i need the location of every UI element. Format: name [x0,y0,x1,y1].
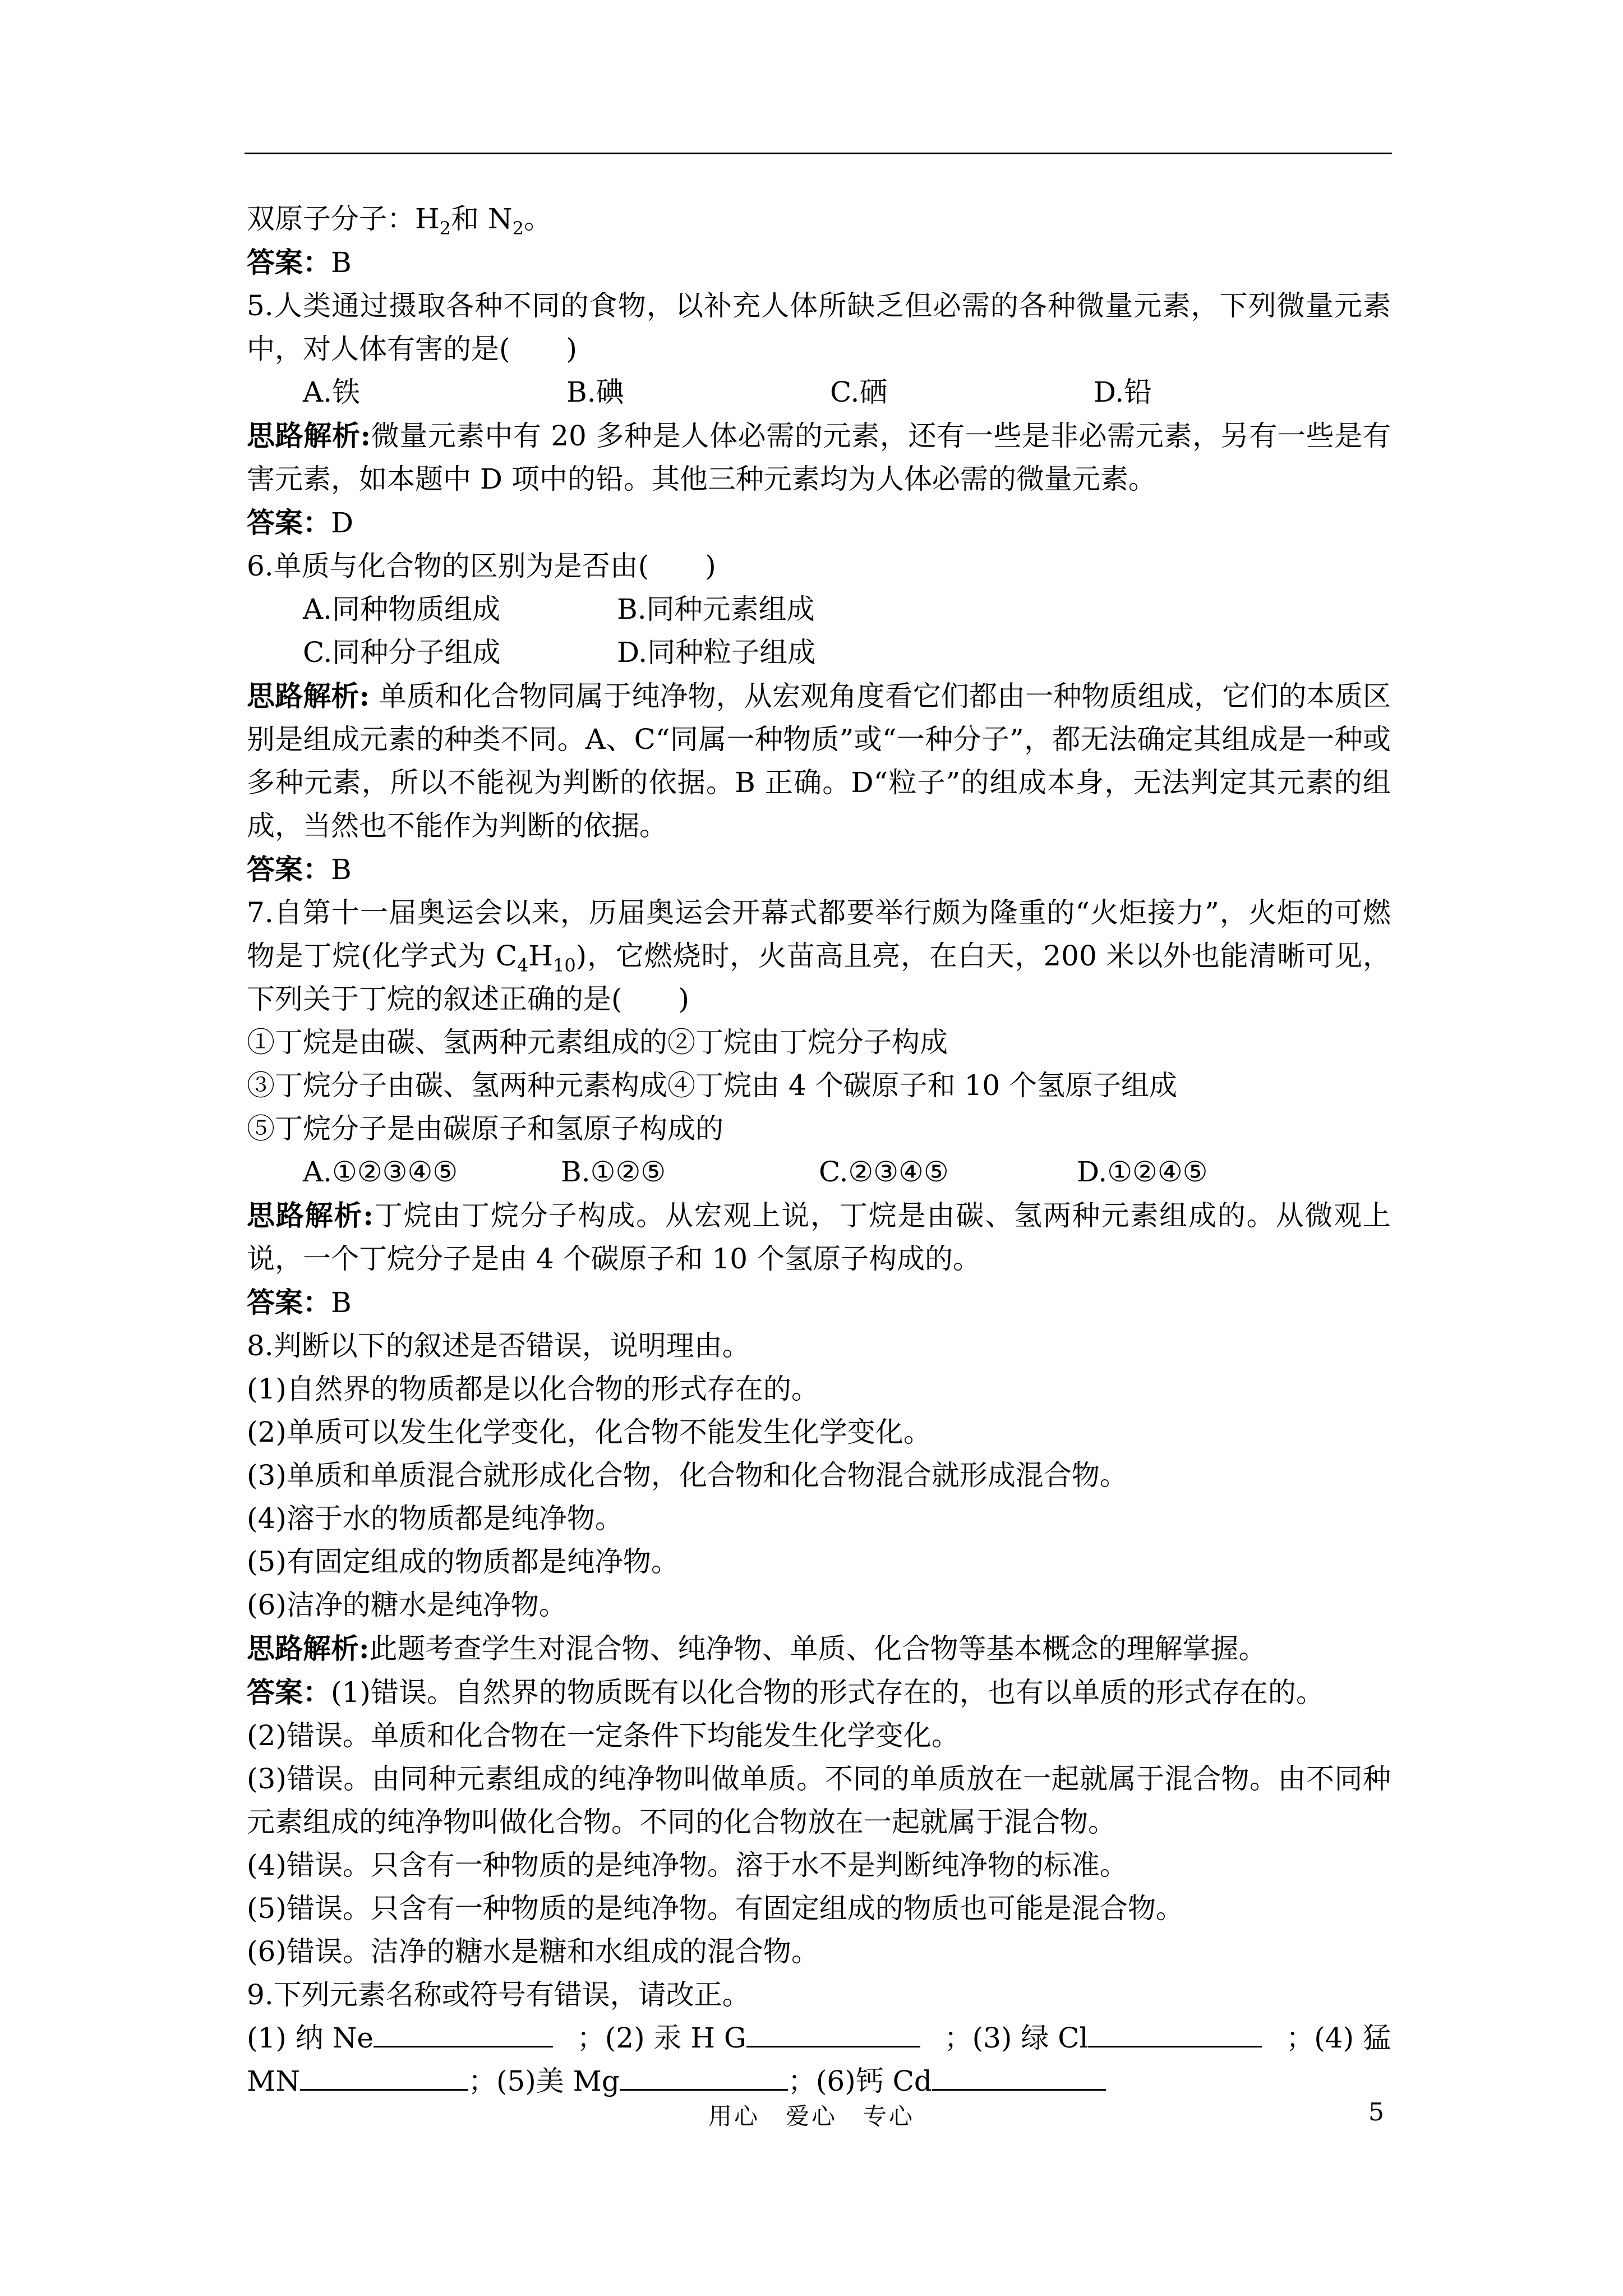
q8-item-3: (3)单质和单质混合就形成化合物，化合物和化合物混合就形成混合物。 [247,1459,1128,1492]
q9-blank-3[interactable] [1088,2017,1262,2047]
q8-answer-5: (5)错误。只含有一种物质的是纯净物。有固定组成的物质也可能是混合物。 [247,1892,1184,1925]
q9-item-3: ；(3) 绿 Cl [944,2017,1262,2060]
q5-option-d: D.铅 [1094,376,1152,408]
q6-stem: 6.单质与化合物的区别为是否由( ) [247,550,716,582]
q5-analysis: 思路解析:微量元素中有 20 多种是人体必需的元素，还有一些是非必需元素，另有一些是有害元素，如本题中 D 项中的铅。其他三种元素均为人体必需的微量元素。 [247,419,1391,495]
q9-blank-6[interactable] [932,2060,1106,2091]
q4-answer: 答案：B [247,246,352,279]
page-number: 5 [1368,2098,1384,2127]
q7-option-b: B.①②⑤ [561,1156,666,1188]
page-body [247,197,1391,2103]
q9-blank-4[interactable] [300,2060,468,2091]
q6-options-row1 [247,588,1391,631]
q7-option-c: C.②③④⑤ [819,1156,949,1188]
q8-answer-6: (6)错误。洁净的糖水是糖和水组成的混合物。 [247,1935,819,1968]
q5-option-c: C.硒 [830,376,888,408]
q5-option-a: A.铁 [303,376,361,408]
q8-analysis: 思路解析:此题考查学生对混合物、纯净物、单质、化合物等基本概念的理解掌握。 [247,1632,1267,1665]
q9-item-4: ；(4) 猛 [1286,2022,1391,2054]
q9-blank-2[interactable] [746,2017,920,2047]
q4-tail: 双原子分子：$H_2$和 $N_2$。 [247,203,552,239]
q7-options [247,1151,1391,1194]
q8-item-5: (5)有固定组成的物质都是纯净物。 [247,1545,679,1578]
q8-item-2: (2)单质可以发生化学变化，化合物不能发生化学变化。 [247,1416,932,1448]
q8-item-6: (6)洁净的糖水是纯净物。 [247,1589,567,1621]
q8-item-1: (1)自然界的物质都是以化合物的形式存在的。 [247,1373,819,1405]
q9-blank-5[interactable] [620,2060,788,2091]
q9-blank-1[interactable] [374,2017,553,2047]
q7-answer: 答案：B [247,1286,352,1319]
q8-answer-2: (2)错误。单质和化合物在一定条件下均能发生化学变化。 [247,1719,960,1752]
q8-answer-4: (4)错误。只含有一种物质的是纯净物。溶于水不是判断纯净物的标准。 [247,1849,1128,1881]
q5-option-b: B.碘 [566,376,624,408]
q9-item-1: (1) 纳 Ne [247,2017,553,2060]
q9-item-2: ；(2) 汞 H G [577,2017,920,2060]
q7-stem: 7.自第十一届奥运会以来，历届奥运会开幕式都要举行颇为隆重的“火炬接力”，火炬的可燃物是丁烷(化学式为 $C_4H_{10}$)，它燃烧时，火苗高且亮，在白天，200 米以外也能清晰可见，下列关于丁烷的叙述正确的是( ) [247,896,1391,1015]
q9-row-1 [247,2017,1391,2060]
q6-answer: 答案：B [247,853,352,886]
q7-option-a: A.①②③④⑤ [303,1156,458,1188]
q6-option-d: D.同种粒子组成 [617,636,816,669]
q6-option-b: B.同种元素组成 [617,593,815,625]
q7-analysis: 思路解析:丁烷由丁烷分子构成。从宏观上说，丁烷是由碳、氢两种元素组成的。从微观上说，一个丁烷分子是由 4 个碳原子和 10 个氢原子构成的。 [247,1199,1391,1275]
footer-motto: 用心 爱心 专心 [708,2102,915,2130]
q8-stem: 8.判断以下的叙述是否错误，说明理由。 [247,1329,750,1362]
q5-stem: 5.人类通过摄取各种不同的食物，以补充人体所缺乏但必需的各种微量元素，下列微量元素中，对人体有害的是( ) [247,289,1391,365]
q8-answer-1: 答案：(1)错误。自然界的物质既有以化合物的形式存在的，也有以单质的形式存在的。 [247,1676,1324,1709]
q6-options-row2 [247,631,1391,674]
q9-row-2: MN ；(5)美 Mg ；(6)钙 Cd [247,2060,1391,2103]
q8-item-4: (4)溶于水的物质都是纯净物。 [247,1502,623,1535]
q7-statement-3: ⑤丁烷分子是由碳原子和氢原子构成的 [247,1112,723,1145]
q6-option-c: C.同种分子组成 [303,636,501,669]
q7-statement-2: ③丁烷分子由碳、氢两种元素构成④丁烷由 4 个碳原子和 10 个氢原子组成 [247,1069,1178,1102]
q5-answer: 答案：D [247,506,354,539]
q7-statement-1: ①丁烷是由碳、氢两种元素组成的②丁烷由丁烷分子构成 [247,1026,948,1059]
q8-answer-3: (3)错误。由同种元素组成的纯净物叫做单质。不同的单质放在一起就属于混合物。由不同种元素组成的纯净物叫做化合物。不同的化合物放在一起就属于混合物。 [247,1763,1391,1838]
header-rule [245,153,1392,154]
q6-option-a: A.同种物质组成 [303,593,501,625]
q7-option-d: D.①②④⑤ [1077,1156,1208,1188]
q6-analysis: 思路解析: 单质和化合物同属于纯净物，从宏观角度看它们都由一种物质组成，它们的本质区别是组成元素的种类不同。A、C“同属一种物质”或“一种分子”，都无法确定其组成是一种或多种元素，所以不能视为判断的依据。B 正确。D“粒子”的组成本身，无法判定其元素的组成，当然也不能作为判断的依据。 [247,679,1391,842]
q5-options [247,371,1391,414]
q9-stem: 9.下列元素名称或符号有错误，请改正。 [247,1978,750,2011]
